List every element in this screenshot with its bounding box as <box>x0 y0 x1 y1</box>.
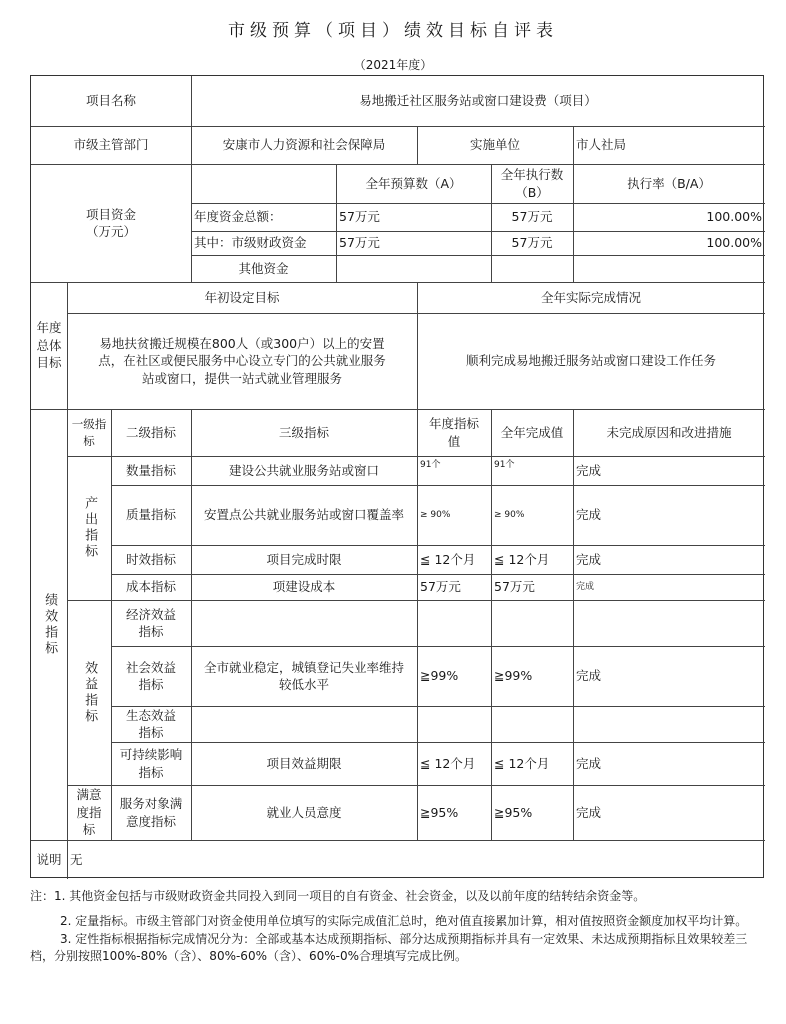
row-reason: 完成 <box>576 755 602 771</box>
funds-city-rate: 100.00% <box>706 235 762 251</box>
row-l3: 项目效益期限 <box>266 755 342 771</box>
row-l2: 时效指标 <box>125 551 176 567</box>
funds-total-budget: 57万元 <box>339 209 380 225</box>
funds-total-label: 年度资金总额： <box>194 209 282 225</box>
funds-total-rate: 100.00% <box>706 209 762 225</box>
row-reason: 完成 <box>576 668 602 684</box>
group-benefit: 效益指标 <box>82 660 98 725</box>
row-l3 <box>191 706 417 742</box>
row-l2: 可持续影响指标 <box>119 747 183 780</box>
row-reason: 完成 <box>576 581 595 592</box>
group-satisfaction: 满意度指标 <box>76 787 102 838</box>
footnotes <box>30 888 760 966</box>
funds-col-budget: 全年预算数（A） <box>365 175 462 191</box>
funds-city-label: 其中：市级财政资金 <box>194 235 307 251</box>
row-actual <box>491 706 573 742</box>
row-reason: 完成 <box>576 507 602 523</box>
row-l3 <box>191 600 417 646</box>
group-output: 产出指标 <box>82 496 98 560</box>
row-l2: 服务对象满意度指标 <box>119 796 183 829</box>
row-reason: 完成 <box>576 462 602 478</box>
header-target: 年度指标值 <box>428 416 479 449</box>
row-actual: ≦ 12个月 <box>494 755 550 771</box>
note-3: 3. 定性指标根据指标完成情况分为：全部或基本达成预期指标、部分达成预期指标并具有一定效果、未达成预期指标且效果较差三档，分别按照100%-80%（含）、80%-60%（含）、60%-0%合理填写完成比例。 <box>30 931 748 964</box>
header-level2: 二级指标 <box>125 424 176 440</box>
row-actual: ≦ 12个月 <box>494 551 550 567</box>
annual-goal-label: 年度总体目标 <box>36 320 62 371</box>
project-name-value: 易地搬迁社区服务站或窗口建设费（项目） <box>359 93 597 109</box>
row-l2: 数量指标 <box>125 462 176 478</box>
row-l2: 经济效益指标 <box>125 606 176 639</box>
note-1: 注：1. 其他资金包括与市级财政资金共同投入到同一项目的自有资金、社会资金，以及以前年度的结转结余资金等。 <box>30 889 646 903</box>
row-target <box>417 706 491 742</box>
row-l2: 成本指标 <box>125 579 176 595</box>
funds-other-executed <box>491 255 573 282</box>
funds-col-executed: 全年执行数（B） <box>500 167 564 200</box>
row-l3: 就业人员意度 <box>266 804 342 820</box>
row-actual: 57万元 <box>494 579 535 595</box>
funds-other-budget <box>336 255 491 282</box>
row-target: ≦ 12个月 <box>420 755 476 771</box>
row-target: ≧99% <box>420 668 459 684</box>
row-reason: 完成 <box>576 804 602 820</box>
row-l2: 质量指标 <box>125 507 176 523</box>
row-target: ≥ 90% <box>420 509 451 520</box>
row-actual: 91个 <box>494 460 515 470</box>
goal-actual-text: 顺利完成易地搬迁服务站或窗口建设工作任务 <box>465 353 716 369</box>
row-actual: ≧99% <box>494 668 533 684</box>
self-evaluation-table <box>30 75 764 878</box>
header-level1: 一级指标 <box>71 417 107 448</box>
row-l3: 安置点公共就业服务站或窗口覆盖率 <box>203 507 404 523</box>
funds-other-label: 其他资金 <box>238 260 289 276</box>
row-l3: 项建设成本 <box>272 579 336 595</box>
row-reason <box>573 600 765 646</box>
row-reason <box>573 706 765 742</box>
row-actual <box>491 600 573 646</box>
remark-label: 说明 <box>36 851 62 867</box>
header-level3: 三级指标 <box>278 424 329 440</box>
impl-unit-value: 市人社局 <box>576 137 627 153</box>
dept-value: 安康市人力资源和社会保障局 <box>222 137 386 153</box>
row-l2: 社会效益指标 <box>125 659 176 692</box>
funds-total-executed: 57万元 <box>511 209 553 225</box>
row-target: ≦ 12个月 <box>420 551 476 567</box>
row-l3: 建设公共就业服务站或窗口 <box>228 462 379 478</box>
row-target: 57万元 <box>420 579 461 595</box>
row-actual: ≥ 90% <box>494 509 525 520</box>
funds-city-budget: 57万元 <box>339 235 380 251</box>
funds-label: 项目资金 （万元） <box>85 206 136 239</box>
goal-set-text: 易地扶贫搬迁规模在800人（或300户）以上的安置点，在社区或便民服务中心设立专门的公共就业服务站或窗口，提供一站式就业管理服务 <box>98 335 386 386</box>
row-l2: 生态效益指标 <box>125 707 176 740</box>
row-target: 91个 <box>420 460 441 470</box>
funds-other-rate <box>573 255 765 282</box>
row-actual: ≧95% <box>494 804 533 820</box>
note-2: 2. 定量指标。市级主管部门对资金使用单位填写的实际完成值汇总时，绝对值直接累加计算，相对值按照资金额度加权平均计算。 <box>60 914 748 929</box>
perf-indicators-label: 绩效指标 <box>42 592 58 657</box>
funds-col-rate: 执行率（B/A） <box>627 175 711 191</box>
form-title: 市级预算（项目）绩效目标自评表 <box>228 21 558 41</box>
row-target: ≧95% <box>420 804 459 820</box>
header-reason: 未完成原因和改进措施 <box>606 424 732 440</box>
row-reason: 完成 <box>576 551 602 567</box>
row-target <box>417 600 491 646</box>
form-year: （2021年度） <box>353 58 433 72</box>
remark-value: 无 <box>70 851 83 867</box>
row-l3: 项目完成时限 <box>266 551 342 567</box>
goal-set-header: 年初设定目标 <box>204 289 280 305</box>
funds-city-executed: 57万元 <box>511 235 553 251</box>
dept-label: 市级主管部门 <box>73 137 149 153</box>
project-name-label: 项目名称 <box>85 93 136 109</box>
row-l3: 全市就业稳定，城镇登记失业率维持较低水平 <box>203 659 404 692</box>
goal-actual-header: 全年实际完成情况 <box>540 289 641 305</box>
impl-unit-label: 实施单位 <box>469 137 520 153</box>
header-actual: 全年完成值 <box>500 424 564 440</box>
